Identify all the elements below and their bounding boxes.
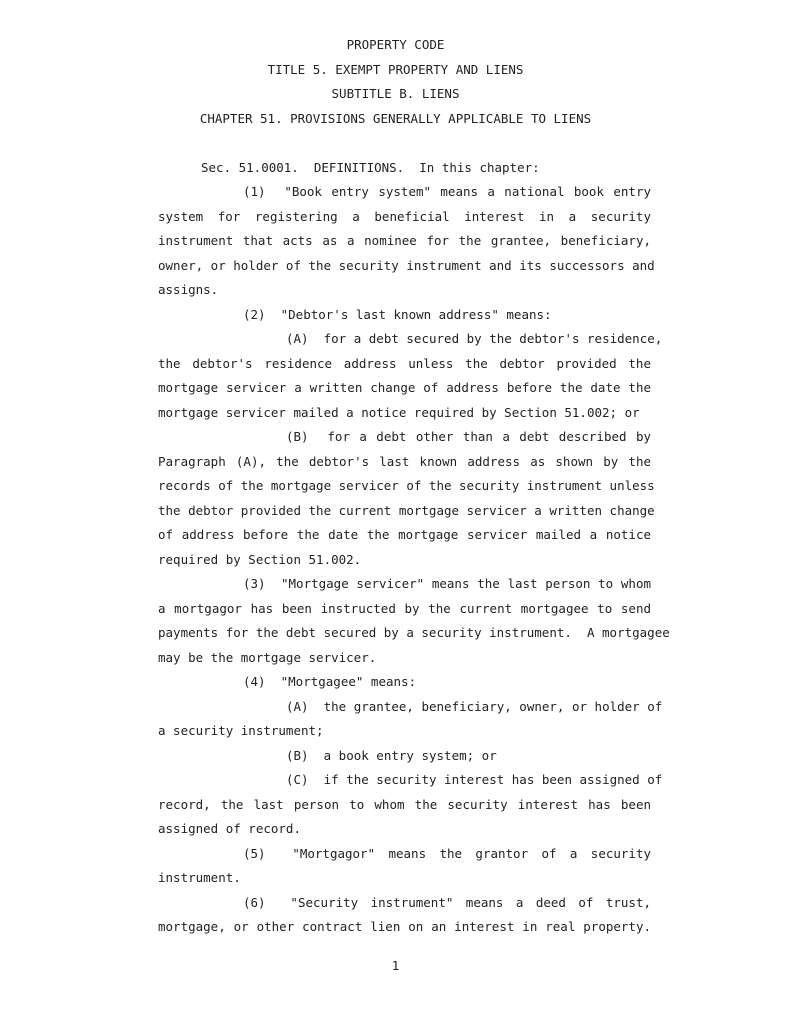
text-line: the debtor provided the current mortgage servicer a written change <box>158 503 655 518</box>
text-line: payments for the debt secured by a security instrument. A mortgagee <box>158 625 670 640</box>
text-line: a security instrument; <box>158 723 324 738</box>
text-line: (4) "Mortgagee" means: <box>243 674 417 689</box>
header-code: PROPERTY CODE <box>346 37 445 52</box>
text-line: of address before the date the mortgage servicer mailed a notice <box>158 527 651 542</box>
section-heading: Sec. 51.0001. DEFINITIONS. In this chapter: <box>201 160 540 175</box>
text-line: owner, or holder of the security instrument and its successors and <box>158 258 655 273</box>
header-chapter: CHAPTER 51. PROVISIONS GENERALLY APPLICABLE TO LIENS <box>199 111 592 126</box>
text-line: mortgage, or other contract lien on an interest in real property. <box>158 919 651 934</box>
text-line: assigned of record. <box>158 821 301 836</box>
text-line: (2) "Debtor's last known address" means: <box>243 307 552 322</box>
text-line: instrument that acts as a nominee for the grantee, beneficiary, <box>158 233 651 248</box>
text-line: (6) "Security instrument" means a deed of trust, <box>243 895 651 910</box>
text-line: (5) "Mortgagor" means the grantor of a security <box>243 846 651 861</box>
text-line: (A) the grantee, beneficiary, owner, or holder of <box>286 699 663 714</box>
text-line: system for registering a beneficial interest in a security <box>158 209 651 224</box>
text-line: may be the mortgage servicer. <box>158 650 377 665</box>
page-number: 1 <box>391 958 400 973</box>
text-line: (C) if the security interest has been assigned of <box>286 772 663 787</box>
header-subtitle: SUBTITLE B. LIENS <box>331 86 460 101</box>
header-title: TITLE 5. EXEMPT PROPERTY AND LIENS <box>267 62 524 77</box>
text-line: a mortgagor has been instructed by the current mortgagee to send <box>158 601 651 616</box>
text-line: (B) for a debt other than a debt described by <box>286 429 651 444</box>
text-line: the debtor's residence address unless the debtor provided the <box>158 356 651 371</box>
text-line: records of the mortgage servicer of the security instrument unless <box>158 478 655 493</box>
text-line: mortgage servicer a written change of address before the date the <box>158 380 651 395</box>
text-line: record, the last person to whom the security interest has been <box>158 797 651 812</box>
text-line: assigns. <box>158 282 219 297</box>
text-line: instrument. <box>158 870 241 885</box>
text-line: (B) a book entry system; or <box>286 748 497 763</box>
text-line: mortgage servicer mailed a notice required by Section 51.002; or <box>158 405 640 420</box>
text-line: Paragraph (A), the debtor's last known address as shown by the <box>158 454 651 469</box>
text-line: (1) "Book entry system" means a national book entry <box>243 184 651 199</box>
text-line: (3) "Mortgage servicer" means the last person to whom <box>243 576 651 591</box>
text-line: (A) for a debt secured by the debtor's residence, <box>286 331 663 346</box>
text-line: required by Section 51.002. <box>158 552 362 567</box>
